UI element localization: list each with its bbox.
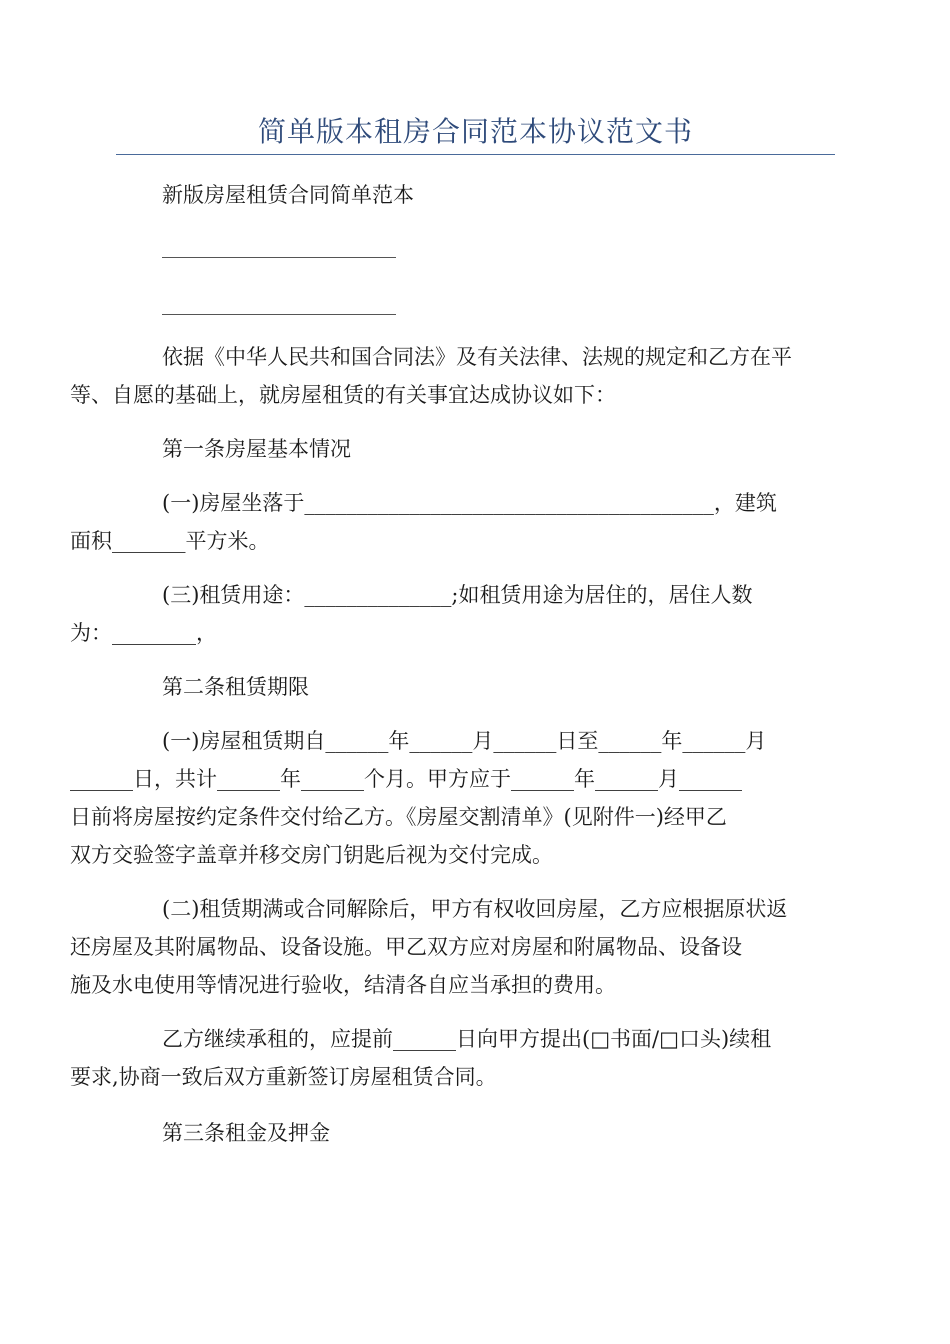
paragraph-line: 等、自愿的基础上，就房屋租赁的有关事宜达成协议如下： [70, 383, 616, 407]
paragraph-line: (一)房屋坐落于_______________________________________，建筑 [162, 491, 777, 515]
paragraph-line: 乙方继续承租的，应提前______日向甲方提出(□书面/□口头)续租 [162, 1027, 772, 1051]
paragraph-line: 面积_______平方米。 [70, 529, 270, 553]
paragraph-line: ______日，共计______年______个月。甲方应于______年______月______ [70, 767, 742, 791]
blank-fill-line-2 [162, 314, 396, 315]
blank-fill-line-1 [162, 257, 396, 258]
paragraph-location [70, 484, 835, 560]
paragraph-line: 施及水电使用等情况进行验收，结清各自应当承担的费用。 [70, 973, 616, 997]
paragraph-line: 依据《中华人民共和国合同法》及有关法律、法规的规定和乙方在平 [162, 345, 792, 369]
paragraph-line: 要求,协商一致后双方重新签订房屋租赁合同。 [70, 1065, 497, 1089]
heading-line: 第二条租赁期限 [162, 675, 309, 699]
paragraph-line: (三)租赁用途：______________;如租赁用途为居住的，居住人数 [162, 583, 753, 607]
heading-line: 第一条房屋基本情况 [162, 437, 351, 461]
paragraph-line: 双方交验签字盖章并移交房门钥匙后视为交付完成。 [70, 843, 553, 867]
paragraph-line: 还房屋及其附属物品、设备设施。甲乙双方应对房屋和附属物品、设备设 [70, 935, 742, 959]
section-heading-3 [116, 1114, 835, 1152]
paragraph-term [70, 722, 835, 874]
heading-line: 第三条租金及押金 [162, 1121, 330, 1145]
paragraph-preamble [70, 338, 835, 414]
section-heading-1 [116, 430, 835, 468]
document-title: 简单版本租房合同范本协议范文书 [257, 115, 693, 148]
paragraph-line: 为：________， [70, 621, 217, 645]
document-subtitle [116, 176, 835, 214]
paragraph-expiry [70, 890, 835, 1004]
paragraph-usage [70, 576, 835, 652]
section-heading-2 [116, 668, 835, 706]
paragraph-line: (一)房屋租赁期自______年______月______日至______年______月 [162, 729, 767, 753]
subtitle-text: 新版房屋租赁合同简单范本 [162, 183, 414, 207]
paragraph-renewal [70, 1020, 835, 1096]
paragraph-line: 日前将房屋按约定条件交付给乙方。《房屋交割清单》(见附件一)经甲乙 [70, 805, 727, 829]
paragraph-line: (二)租赁期满或合同解除后，甲方有权收回房屋，乙方应根据原状返 [162, 897, 788, 921]
title-underline [116, 154, 835, 155]
